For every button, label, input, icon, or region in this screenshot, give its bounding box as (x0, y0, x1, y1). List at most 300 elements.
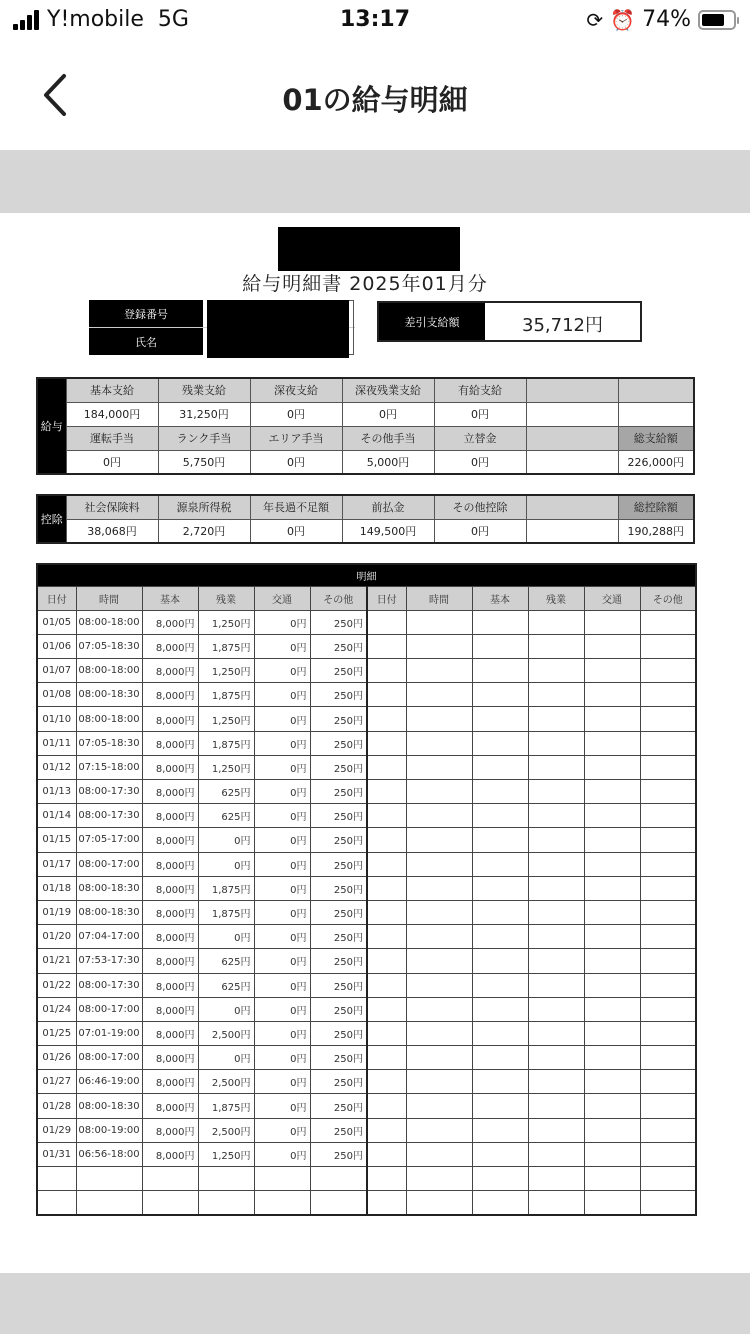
detail-cell-empty (406, 804, 472, 828)
detail-cell-empty (584, 1021, 640, 1045)
detail-header-row (37, 586, 696, 610)
table-row (37, 852, 696, 876)
detail-cell-empty (640, 659, 696, 683)
detail-cell-empty (584, 852, 640, 876)
deduction-side-label: 控除 (37, 495, 66, 543)
detail-cell-empty (472, 997, 528, 1021)
detail-cell-empty (584, 731, 640, 755)
pay-value: 0円 (250, 450, 342, 474)
detail-cell: 0円 (254, 1021, 310, 1045)
deduction-value: 0円 (250, 519, 342, 543)
deduction-value: 149,500円 (342, 519, 434, 543)
detail-cell-empty (406, 828, 472, 852)
detail-cell: 1,875円 (198, 876, 254, 900)
detail-cell: 07:01-19:00 (76, 1021, 142, 1045)
detail-cell (310, 1167, 367, 1191)
detail-cell: 0円 (254, 876, 310, 900)
detail-cell: 250円 (310, 1142, 367, 1166)
detail-cell: 08:00-18:30 (76, 1094, 142, 1118)
detail-cell-empty (472, 780, 528, 804)
table-row (37, 683, 696, 707)
detail-cell-empty (472, 828, 528, 852)
detail-cell: 250円 (310, 1094, 367, 1118)
payslip-title: 給与明細書 2025年01月分 (242, 273, 488, 295)
detail-column-header: 基本 (472, 586, 528, 610)
detail-cell: 0円 (254, 900, 310, 924)
detail-cell-empty (584, 828, 640, 852)
carrier-label: Y!mobile (47, 7, 144, 32)
detail-cell-empty (406, 780, 472, 804)
detail-cell-empty (367, 949, 406, 973)
table-row (37, 707, 696, 731)
detail-column-header: 日付 (37, 586, 76, 610)
detail-cell: 250円 (310, 634, 367, 658)
pay-header: 深夜支給 (250, 378, 342, 402)
detail-cell-empty (640, 900, 696, 924)
net-pay-value: 35,712円 (522, 314, 603, 336)
detail-cell-empty (367, 828, 406, 852)
detail-column-header: 残業 (528, 586, 584, 610)
detail-cell-empty (528, 1191, 584, 1215)
detail-cell-empty (584, 1142, 640, 1166)
detail-cell-empty (406, 731, 472, 755)
detail-cell-empty (472, 1191, 528, 1215)
detail-cell-empty (640, 683, 696, 707)
table-row (37, 876, 696, 900)
detail-cell-empty (528, 659, 584, 683)
detail-cell: 8,000円 (142, 804, 198, 828)
detail-cell: 01/31 (37, 1142, 76, 1166)
deduction-value (526, 519, 618, 543)
pay-header (526, 378, 618, 402)
total-deduction-header: 総控除額 (618, 495, 694, 519)
pay-value: 5,750円 (158, 450, 250, 474)
detail-cell: 1,250円 (198, 659, 254, 683)
detail-cell-empty (640, 997, 696, 1021)
detail-cell: 1,875円 (198, 634, 254, 658)
detail-cell-empty (528, 997, 584, 1021)
detail-cell: 250円 (310, 852, 367, 876)
pay-value: 31,250円 (158, 402, 250, 426)
detail-cell-empty (640, 925, 696, 949)
detail-cell-empty (584, 900, 640, 924)
pay-header: 運転手当 (66, 426, 158, 450)
detail-cell-empty (528, 804, 584, 828)
detail-column-header: 時間 (406, 586, 472, 610)
pay-side-label: 給与 (37, 378, 66, 474)
table-row (37, 949, 696, 973)
deduction-header: その他控除 (434, 495, 526, 519)
net-pay-block (377, 301, 642, 342)
pay-value: 0円 (66, 450, 158, 474)
detail-cell-empty (367, 1021, 406, 1045)
detail-cell: 0円 (254, 683, 310, 707)
detail-cell-empty (406, 1021, 472, 1045)
detail-cell-empty (406, 755, 472, 779)
pay-value (526, 450, 618, 474)
detail-cell-empty (640, 634, 696, 658)
detail-cell-empty (472, 804, 528, 828)
detail-cell: 250円 (310, 780, 367, 804)
detail-cell: 01/15 (37, 828, 76, 852)
detail-cell-empty (367, 1070, 406, 1094)
table-row (37, 1094, 696, 1118)
detail-cell: 250円 (310, 707, 367, 731)
name-label: 氏名 (89, 328, 203, 355)
detail-table (36, 563, 697, 1216)
detail-cell: 01/07 (37, 659, 76, 683)
detail-cell-empty (640, 949, 696, 973)
detail-column-header: 交通 (254, 586, 310, 610)
detail-cell: 01/28 (37, 1094, 76, 1118)
detail-cell-empty (472, 755, 528, 779)
deduction-table (36, 494, 695, 544)
detail-cell-empty (640, 1142, 696, 1166)
detail-cell (142, 1191, 198, 1215)
payslip-document (0, 213, 750, 1273)
registration-label: 登録番号 (89, 300, 203, 327)
detail-cell-empty (584, 707, 640, 731)
detail-cell: 1,250円 (198, 755, 254, 779)
detail-cell-empty (472, 1021, 528, 1045)
detail-cell: 01/19 (37, 900, 76, 924)
detail-cell-empty (367, 900, 406, 924)
table-row (37, 1167, 696, 1191)
detail-cell: 8,000円 (142, 1046, 198, 1070)
detail-cell: 0円 (198, 1046, 254, 1070)
detail-cell: 08:00-18:00 (76, 610, 142, 634)
detail-cell: 01/22 (37, 973, 76, 997)
detail-cell-empty (528, 1021, 584, 1045)
detail-cell: 8,000円 (142, 925, 198, 949)
pay-header: 立替金 (434, 426, 526, 450)
detail-cell-empty (367, 804, 406, 828)
detail-cell-empty (406, 1094, 472, 1118)
detail-cell-empty (472, 659, 528, 683)
detail-cell (76, 1191, 142, 1215)
clock: 13:17 (339, 7, 411, 32)
status-right (586, 7, 736, 32)
detail-cell: 8,000円 (142, 610, 198, 634)
detail-cell-empty (640, 731, 696, 755)
detail-cell: 1,250円 (198, 610, 254, 634)
detail-cell: 08:00-17:30 (76, 780, 142, 804)
detail-cell-empty (528, 1167, 584, 1191)
detail-cell: 8,000円 (142, 707, 198, 731)
detail-cell: 0円 (254, 610, 310, 634)
detail-cell: 0円 (198, 852, 254, 876)
pay-header: ランク手当 (158, 426, 250, 450)
table-row (37, 1142, 696, 1166)
detail-cell: 8,000円 (142, 1094, 198, 1118)
detail-cell: 0円 (254, 997, 310, 1021)
detail-cell-empty (472, 1118, 528, 1142)
detail-cell (254, 1191, 310, 1215)
bottom-spacer-band (0, 1273, 750, 1334)
detail-cell-empty (367, 925, 406, 949)
detail-cell-empty (528, 876, 584, 900)
detail-cell: 01/13 (37, 780, 76, 804)
deduction-header: 年長過不足額 (250, 495, 342, 519)
detail-cell: 250円 (310, 949, 367, 973)
detail-cell: 08:00-17:30 (76, 973, 142, 997)
detail-cell-empty (528, 610, 584, 634)
detail-cell-empty (472, 973, 528, 997)
detail-cell-empty (367, 659, 406, 683)
detail-cell-empty (528, 973, 584, 997)
table-row (37, 1021, 696, 1045)
detail-cell (76, 1167, 142, 1191)
deduction-header (526, 495, 618, 519)
pay-header: その他手当 (342, 426, 434, 450)
detail-cell: 625円 (198, 804, 254, 828)
detail-cell: 250円 (310, 973, 367, 997)
table-row (37, 1118, 696, 1142)
detail-cell-empty (584, 973, 640, 997)
detail-cell-empty (584, 755, 640, 779)
detail-cell-empty (528, 683, 584, 707)
alarm-icon: ⏰ (610, 7, 636, 32)
detail-cell: 0円 (254, 707, 310, 731)
detail-cell (310, 1191, 367, 1215)
detail-cell-empty (528, 925, 584, 949)
pay-value (618, 402, 694, 426)
detail-cell: 01/18 (37, 876, 76, 900)
detail-cell-empty (584, 1070, 640, 1094)
detail-cell-empty (406, 973, 472, 997)
detail-cell: 01/05 (37, 610, 76, 634)
deduction-value: 38,068円 (66, 519, 158, 543)
detail-cell: 625円 (198, 973, 254, 997)
detail-cell: 01/11 (37, 731, 76, 755)
pay-value: 0円 (342, 402, 434, 426)
deduction-value: 0円 (434, 519, 526, 543)
detail-cell: 250円 (310, 1046, 367, 1070)
detail-cell: 0円 (198, 997, 254, 1021)
detail-cell: 8,000円 (142, 876, 198, 900)
detail-cell: 0円 (254, 1094, 310, 1118)
detail-cell-empty (472, 1094, 528, 1118)
detail-column-header: 日付 (367, 586, 406, 610)
pay-header (618, 378, 694, 402)
detail-cell: 2,500円 (198, 1118, 254, 1142)
detail-cell: 250円 (310, 900, 367, 924)
pay-header: エリア手当 (250, 426, 342, 450)
table-row (37, 780, 696, 804)
detail-cell: 01/26 (37, 1046, 76, 1070)
detail-cell: 0円 (198, 925, 254, 949)
detail-cell-empty (406, 997, 472, 1021)
detail-cell: 250円 (310, 659, 367, 683)
pay-value (526, 402, 618, 426)
detail-cell-empty (406, 1191, 472, 1215)
detail-cell-empty (406, 949, 472, 973)
detail-cell-empty (406, 610, 472, 634)
detail-cell-empty (584, 634, 640, 658)
detail-cell-empty (584, 949, 640, 973)
detail-cell: 2,500円 (198, 1021, 254, 1045)
detail-cell-empty (367, 852, 406, 876)
detail-cell-empty (528, 1142, 584, 1166)
detail-cell-empty (406, 876, 472, 900)
detail-cell-empty (406, 1046, 472, 1070)
detail-cell: 0円 (254, 925, 310, 949)
detail-cell: 8,000円 (142, 755, 198, 779)
gross-pay-header: 総支給額 (618, 426, 694, 450)
detail-cell-empty (472, 852, 528, 876)
nav-bar (0, 42, 750, 150)
table-row (37, 804, 696, 828)
detail-column-header: 残業 (198, 586, 254, 610)
detail-cell: 250円 (310, 925, 367, 949)
detail-cell: 07:53-17:30 (76, 949, 142, 973)
detail-cell-empty (367, 780, 406, 804)
pay-value: 184,000円 (66, 402, 158, 426)
detail-cell-empty (584, 876, 640, 900)
detail-cell: 8,000円 (142, 900, 198, 924)
detail-cell: 8,000円 (142, 828, 198, 852)
detail-cell-empty (640, 1070, 696, 1094)
pay-header: 深夜残業支給 (342, 378, 434, 402)
detail-cell: 250円 (310, 1118, 367, 1142)
deduction-header: 社会保険料 (66, 495, 158, 519)
detail-cell: 06:56-18:00 (76, 1142, 142, 1166)
detail-cell: 250円 (310, 731, 367, 755)
detail-cell-empty (367, 1118, 406, 1142)
detail-cell: 01/21 (37, 949, 76, 973)
detail-cell-empty (584, 997, 640, 1021)
detail-cell: 01/27 (37, 1070, 76, 1094)
detail-title-row (37, 564, 696, 586)
detail-cell-empty (584, 1167, 640, 1191)
detail-cell: 0円 (254, 755, 310, 779)
detail-cell: 1,875円 (198, 683, 254, 707)
redacted-employee-info (207, 300, 349, 358)
detail-cell: 0円 (254, 1070, 310, 1094)
detail-cell-empty (528, 900, 584, 924)
detail-column-header: 時間 (76, 586, 142, 610)
pay-header: 有給支給 (434, 378, 526, 402)
detail-cell-empty (367, 1142, 406, 1166)
table-row (37, 659, 696, 683)
battery-percent: 74% (642, 7, 691, 32)
detail-cell: 0円 (254, 949, 310, 973)
detail-cell: 8,000円 (142, 683, 198, 707)
detail-cell-empty (640, 973, 696, 997)
detail-cell-empty (406, 925, 472, 949)
detail-cell (198, 1167, 254, 1191)
detail-cell: 8,000円 (142, 780, 198, 804)
detail-cell-empty (584, 925, 640, 949)
detail-cell: 06:46-19:00 (76, 1070, 142, 1094)
pay-header (526, 426, 618, 450)
detail-cell (142, 1167, 198, 1191)
detail-cell-empty (367, 1046, 406, 1070)
detail-cell: 08:00-18:00 (76, 659, 142, 683)
pay-value: 0円 (434, 450, 526, 474)
table-row (37, 731, 696, 755)
detail-cell-empty (640, 1118, 696, 1142)
pay-value: 5,000円 (342, 450, 434, 474)
detail-cell-empty (584, 659, 640, 683)
detail-cell: 0円 (254, 852, 310, 876)
detail-cell-empty (472, 949, 528, 973)
detail-cell-empty (472, 1070, 528, 1094)
detail-cell: 1,250円 (198, 707, 254, 731)
detail-cell: 8,000円 (142, 731, 198, 755)
detail-cell-empty (640, 1094, 696, 1118)
table-row (37, 997, 696, 1021)
detail-cell-empty (406, 1142, 472, 1166)
detail-cell: 250円 (310, 1021, 367, 1045)
deduction-header: 源泉所得税 (158, 495, 250, 519)
detail-column-header: 基本 (142, 586, 198, 610)
detail-cell: 01/17 (37, 852, 76, 876)
detail-cell-empty (584, 1191, 640, 1215)
detail-cell-empty (406, 1070, 472, 1094)
detail-cell: 8,000円 (142, 997, 198, 1021)
detail-cell-empty (406, 1118, 472, 1142)
detail-cell-empty (640, 852, 696, 876)
detail-cell: 08:00-17:30 (76, 804, 142, 828)
detail-cell-empty (584, 780, 640, 804)
detail-cell-empty (367, 1167, 406, 1191)
detail-cell-empty (472, 683, 528, 707)
detail-cell-empty (584, 1046, 640, 1070)
table-row (37, 1070, 696, 1094)
detail-column-header: 交通 (584, 586, 640, 610)
detail-cell: 2,500円 (198, 1070, 254, 1094)
detail-cell: 0円 (254, 1046, 310, 1070)
detail-cell: 8,000円 (142, 634, 198, 658)
detail-column-header: その他 (310, 586, 367, 610)
detail-cell-empty (472, 900, 528, 924)
detail-cell-empty (472, 634, 528, 658)
pay-value: 0円 (250, 402, 342, 426)
detail-cell (254, 1167, 310, 1191)
detail-cell: 1,875円 (198, 900, 254, 924)
detail-cell-empty (640, 780, 696, 804)
detail-cell-empty (640, 1167, 696, 1191)
detail-cell-empty (640, 804, 696, 828)
detail-cell: 08:00-17:00 (76, 1046, 142, 1070)
page-title: 01の給与明細 (282, 83, 468, 117)
detail-cell-empty (367, 634, 406, 658)
network-label: 5G (157, 7, 189, 32)
detail-cell: 08:00-18:30 (76, 876, 142, 900)
detail-cell-empty (367, 610, 406, 634)
detail-cell: 8,000円 (142, 1070, 198, 1094)
detail-cell-empty (367, 683, 406, 707)
table-row (37, 900, 696, 924)
detail-cell: 8,000円 (142, 1142, 198, 1166)
detail-cell: 0円 (254, 828, 310, 852)
detail-cell-empty (640, 755, 696, 779)
pay-value: 0円 (434, 402, 526, 426)
table-row (37, 634, 696, 658)
table-row (37, 925, 696, 949)
detail-cell (37, 1167, 76, 1191)
deduction-value: 2,720円 (158, 519, 250, 543)
detail-cell-empty (528, 731, 584, 755)
pay-table (36, 377, 695, 475)
detail-cell-empty (640, 1046, 696, 1070)
detail-cell: 08:00-18:30 (76, 683, 142, 707)
detail-cell-empty (640, 876, 696, 900)
battery-level (702, 14, 724, 26)
detail-cell: 250円 (310, 804, 367, 828)
detail-cell-empty (406, 659, 472, 683)
